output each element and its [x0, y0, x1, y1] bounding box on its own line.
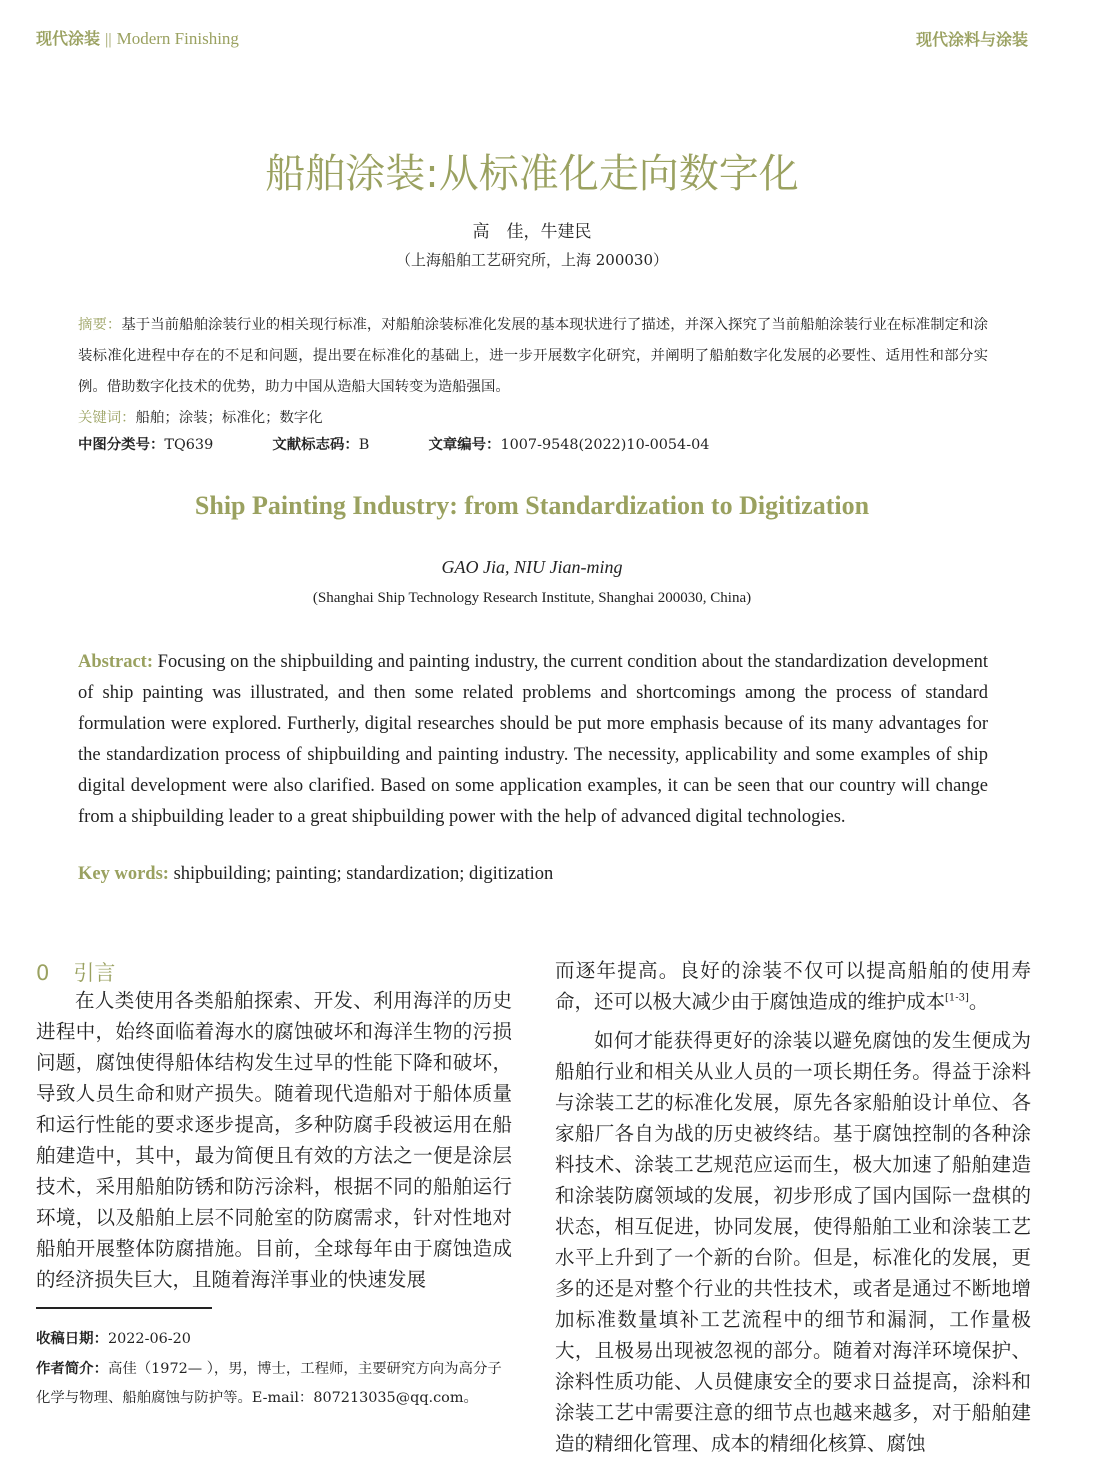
journal-name-en: Modern Finishing [116, 29, 239, 48]
article-number-label: 文章编号： [428, 437, 501, 453]
paper-title-cn: 船舶涂装:从标准化走向数字化 [265, 151, 799, 197]
bio-label: 作者简介： [36, 1361, 108, 1377]
header-separator: || [105, 31, 112, 48]
keywords-cn-text: 船舶；涂装；标准化；数字化 [135, 410, 323, 426]
body-column-left [36, 985, 512, 1295]
doc-code-value: B [358, 437, 370, 453]
running-header-left [36, 26, 239, 49]
abstract-cn-text: 基于当前船舶涂装行业的相关现行标准，对船舶涂装标准化发展的基本现状进行了描述，并深入探究了当前船舶涂装行业在标准制定和涂装标准化进程中存在的不足和问题，提出要在标准化的基础上，进一步开展数字化研究，并阐明了船舶数字化发展的必要性、适用性和部分实例。借助数字化技术的优势，助力中国从造船大国转变为造船强国。 [78, 317, 988, 395]
authors-en: GAO Jia, NIU Jian-ming [441, 557, 623, 577]
body-paragraph: 而逐年提高。良好的涂装不仅可以提高船舶的使用寿命，还可以极大减少由于腐蚀造成的维护成本[1-3]。 [555, 959, 1031, 1013]
affiliation-cn: （上海船舶工艺研究所，上海 200030） [395, 251, 669, 269]
abstract-en [78, 647, 988, 833]
section-number: 0 [36, 961, 50, 985]
paper-title-en: Ship Painting Industry: from Standardization to Digitization [194, 491, 870, 520]
classification-line [78, 433, 709, 454]
clc-label: 中图分类号： [78, 437, 165, 453]
abstract-en-text: Focusing on the shipbuilding and painting industry, the current condition about the standardization development of ship painting was illustrated, and then some related problems and shortcomings among the process of standard formulation were explored. Furtherly, digital researches should be put more emphasis because of its many advantages for the standardization process of shipbuilding and painting industry. The necessity, applicability and some examples of ship digital development were also clarified. Based on some application examples, it can be seen that our country will change from a shipbuilding leader to a great shipbuilding power with the help of advanced digital technologies. [78, 652, 989, 827]
keywords-cn-label: 关键词： [78, 410, 136, 426]
abstract-cn-label: 摘要： [78, 317, 122, 333]
footnote-received [36, 1325, 514, 1354]
body-paragraph: 在人类使用各类船舶探索、开发、利用海洋的历史进程中，始终面临着海水的腐蚀破坏和海洋生物的污损问题，腐蚀使得船体结构发生过早的性能下降和破坏，导致人员生命和财产损失。随着现代造船对于船体质量和运行性能的要求逐步提高，多种防腐手段被运用在船舶建造中，其中，最为简便且有效的方法之一便是涂层技术，采用船舶防锈和防污涂料，根据不同的船舶运行环境，以及船舶上层不同舱室的防腐需求，针对性地对船舶开展整体防腐措施。目前，全球每年由于腐蚀造成的经济损失巨大，且随着海洋事业的快速发展 [36, 989, 512, 1291]
journal-name-cn: 现代涂装 [36, 29, 101, 48]
received-label: 收稿日期： [36, 1331, 108, 1347]
footnote-divider [36, 1307, 212, 1309]
bio-text: 高佳（1972— ），男，博士，工程师，主要研究方向为高分子化学与物理、船舶腐蚀与防护等。E-mail：807213035@qq.com。 [36, 1361, 502, 1406]
running-header-right: 现代涂料与涂装 [915, 30, 1028, 49]
body-paragraph: 如何才能获得更好的涂装以避免腐蚀的发生便成为船舶行业和相关从业人员的一项长期任务。得益于涂料与涂装工艺的标准化发展，原先各家船舶设计单位、各家船厂各自为战的历史被终结。基于腐蚀控制的各种涂料技术、涂装工艺规范应运而生，极大加速了船舶建造和涂装防腐领域的发展，初步形成了国内国际一盘棋的状态，相互促进，协同发展，使得船舶工业和涂装工艺水平上升到了一个新的台阶。但是，标准化的发展，更多的还是对整个行业的共性技术，或者是通过不断地增加标准数量填补工艺流程中的细节和漏洞，工作量极大，且极易出现被忽视的部分。随着对海洋环境保护、涂料性质功能、人员健康安全的要求日益提高，涂料和涂装工艺中需要注意的细节点也越来越多，对于船舶建造的精细化管理、成本的精细化核算、腐蚀 [555, 1029, 1031, 1455]
clc-value: TQ639 [164, 437, 214, 453]
authors-cn: 高 佳，牛建民 [472, 222, 592, 242]
abstract-en-label: Abstract: [78, 652, 154, 672]
citation-ref[interactable]: [1-3] [945, 992, 969, 1004]
body-column-right [555, 955, 1031, 1459]
article-number-value: 1007-9548(2022)10-0054-04 [500, 437, 710, 453]
section-heading [36, 957, 115, 987]
received-date: 2022-06-20 [107, 1331, 191, 1347]
keywords-en-label: Key words: [78, 864, 169, 884]
section-title: 引言 [73, 961, 116, 985]
affiliation-en: (Shanghai Ship Technology Research Institute, Shanghai 200030, China) [312, 590, 752, 606]
doc-code-label: 文献标志码： [272, 437, 359, 453]
abstract-cn [78, 310, 988, 434]
keywords-en [78, 864, 553, 885]
footnote-author-bio [36, 1355, 514, 1413]
keywords-en-text: shipbuilding; painting; standardization; digitization [173, 864, 554, 884]
